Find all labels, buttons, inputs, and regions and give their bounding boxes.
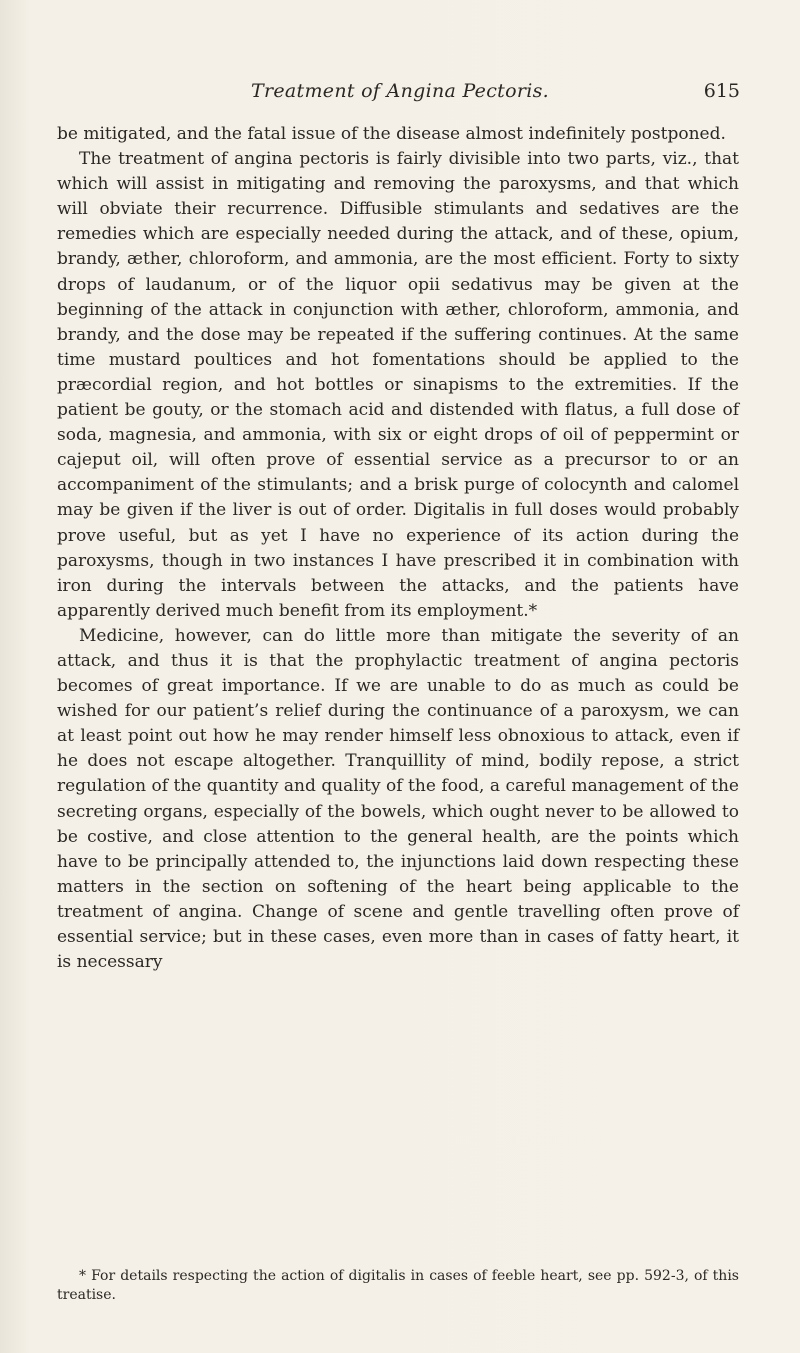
footnote-marker: *	[79, 1268, 86, 1284]
paragraph-continuation: be mitigated, and the fatal issue of the disease almost indefinitely postponed.	[57, 124, 726, 144]
footnote	[57, 1267, 739, 1305]
footnote-text: For details respecting the action of digitalis in cases of feeble heart, see pp. 592-3, of this treatise.	[57, 1268, 739, 1303]
paragraph-treatment: The treatment of angina pectoris is fairly divisible into two parts, viz., that which will assist in mitigating and removing the paroxysms, and that which will obviate their recurrence. Diffusible stimulants and sedatives are the remedies which are especially needed during the attack, and of these, opium, brandy, æther, chloroform, and ammonia, are the most efficient. Forty to sixty drops of laudanum, or of the liquor opii sedativus may be given at the beginning of the attack in conjunction with æther, chloroform, ammonia, and brandy, and the dose may be repeated if the suffering continues. At the same time mustard poultices and hot fomentations should be applied to the præcordial region, and hot bottles or sinapisms to the extremities. If the patient be gouty, or the stomach acid and distended with flatus, a full dose of soda, magnesia, and ammonia, with six or eight drops of oil of peppermint or cajeput oil, will often prove of essential service as a precursor to or an accompaniment of the stimulants; and a brisk purge of colocynth and calomel may be given if the liver is out of order. Digitalis in full doses would probably prove useful, but as yet I have no experience of its action during the paroxysms, though in two instances I have prescribed it in combination with iron during the intervals between the attacks, and the patients have apparently derived much benefit from its employment.*	[57, 149, 739, 621]
page-number: 615	[703, 80, 740, 102]
paragraph-prophylaxis: Medicine, however, can do little more than mitigate the severity of an attack, and thus it is that the prophylactic treatment of angina pectoris becomes of great importance. If we are unable to do as much as could be wished for our patient’s relief during the continuance of a paroxysm, we can at least point out how he may render himself less obnoxious to attack, even if he does not escape altogether. Tranquillity of mind, bodily repose, a strict regulation of the quantity and quality of the food, a careful management of the secreting organs, especially of the bowels, which ought never to be allowed to be costive, and close attention to the general health, are the points which have to be principally attended to, the injunctions laid down respecting these matters in the section on softening of the heart being applicable to the treatment of angina. Change of scene and gentle travelling often prove of essential service; but in these cases, even more than in cases of fatty heart, it is necessary	[57, 625, 739, 973]
page-header	[60, 80, 740, 110]
running-title: Treatment of Angina Pectoris.	[251, 80, 549, 102]
body-text	[57, 122, 739, 975]
